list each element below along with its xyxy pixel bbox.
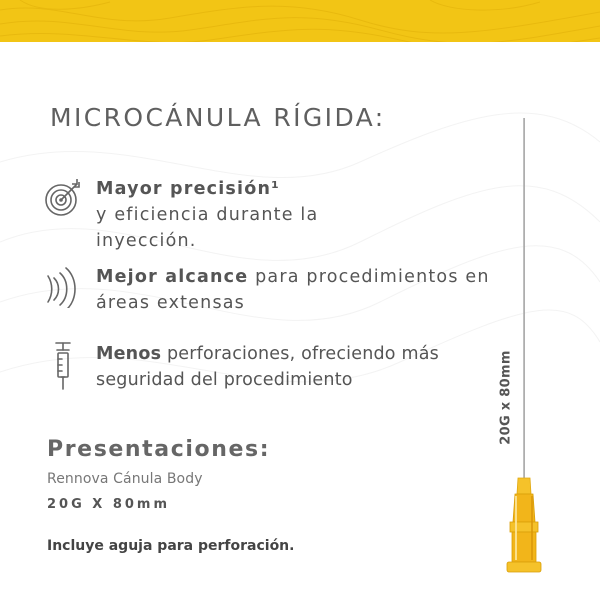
product-name: Rennova Cánula Body	[47, 471, 203, 487]
top-yellow-band	[0, 0, 600, 42]
feature-bold: Mayor precisión¹	[96, 179, 280, 199]
feature-text	[96, 176, 336, 254]
page-title: MICROCÁNULA RÍGIDA:	[50, 103, 386, 132]
needle-label: 20G x 80mm	[498, 350, 514, 445]
feature-desc: para procedimientos en áreas extensas	[96, 267, 490, 313]
syringe-icon	[44, 341, 82, 385]
presentations-title: Presentaciones:	[47, 437, 271, 462]
feature-desc: perforaciones, ofreciendo más seguridad del procedimiento	[96, 344, 439, 390]
feature-text	[96, 341, 496, 393]
includes-note: Incluye aguja para perforación.	[47, 538, 295, 554]
target-icon	[44, 176, 82, 220]
sound-waves-icon	[44, 264, 82, 308]
feature-desc: y eficiencia durante la inyección.	[96, 205, 319, 251]
product-size: 20G X 80mm	[47, 497, 171, 512]
feature-bold: Menos	[96, 344, 162, 364]
feature-bold: Mejor alcance	[96, 267, 249, 287]
feature-text	[96, 264, 496, 316]
